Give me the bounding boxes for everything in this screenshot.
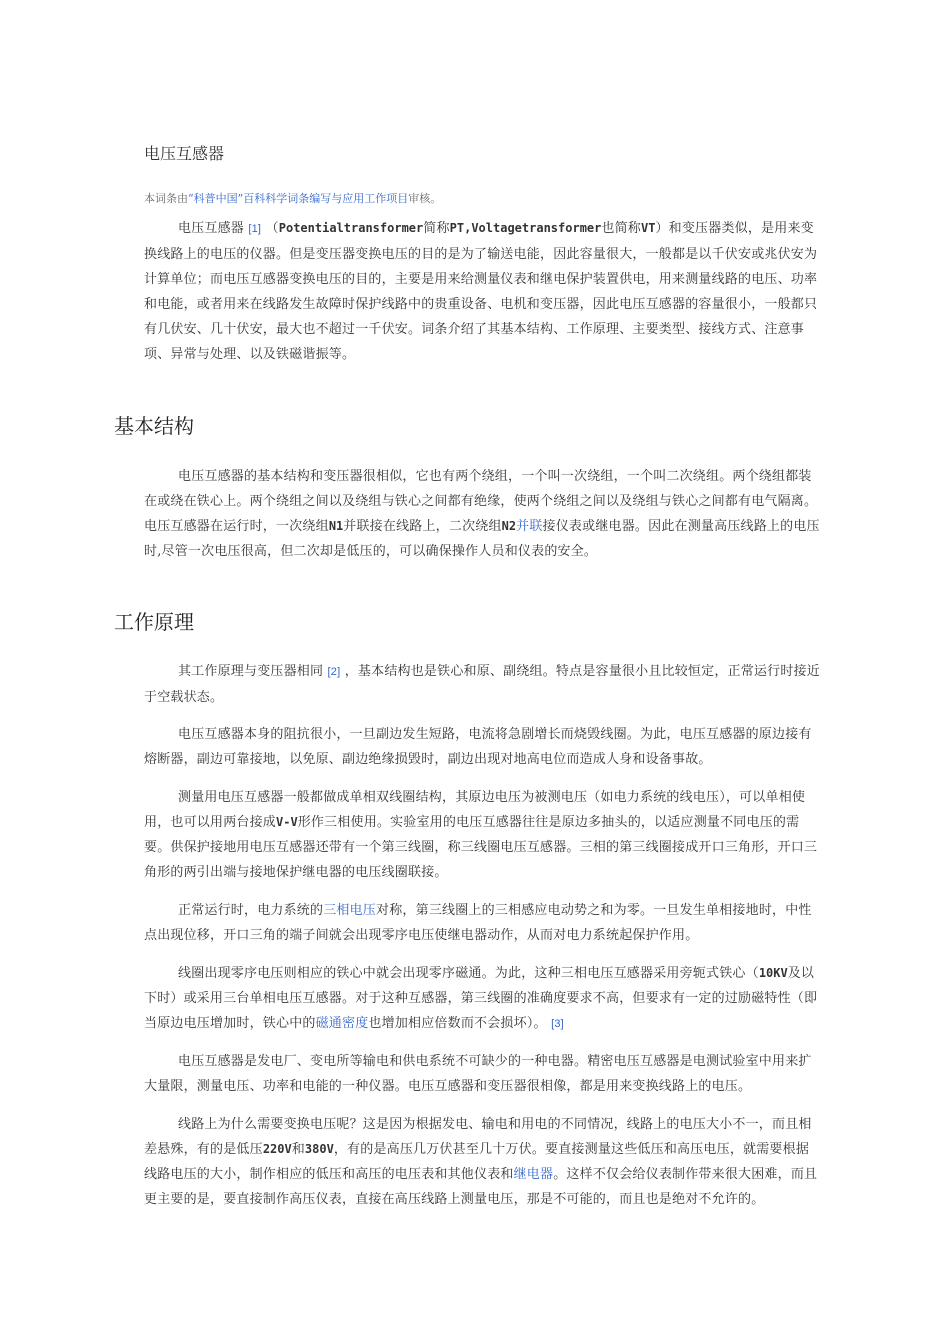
paragraph-text: 对称，第三线圈上的三相感应电动势之和为零。一旦发生单相接地时，中性点出现位移，开口三角的端子间就会出现零序电压使继电器动作，从而对电力系统起保护作用。 bbox=[144, 903, 812, 943]
page-title: 电压互感器 bbox=[144, 144, 225, 163]
review-suffix: 审核。 bbox=[408, 192, 442, 205]
paragraph-text: 线路上为什么需要变换电压呢？这是因为根据发电、输电和用电的不同情况，线路上的电压大小不一，而且相差悬殊，有的是低压 bbox=[144, 1117, 812, 1157]
reference-link-2[interactable]: [2] bbox=[327, 666, 341, 678]
paragraph-text: 接仪表或继电器。因此在测量高压线路上的电压时,尽管一次电压很高，但二次却是低压的，可以确保操作人员和仪表的安全。 bbox=[144, 519, 820, 559]
paragraph-text: 正常运行时，电力系统的 bbox=[178, 903, 324, 918]
paragraph-text: 和 bbox=[291, 1142, 305, 1157]
link-parallel[interactable]: 并联 bbox=[516, 519, 543, 534]
review-prefix: 本词条由 bbox=[144, 192, 188, 205]
intro-term: Potentialtransformer bbox=[278, 221, 424, 235]
intro-text: 也简称 bbox=[601, 221, 641, 236]
paragraph-text: 其工作原理与变压器相同 bbox=[178, 664, 324, 679]
paragraph-term: 10KV bbox=[758, 966, 788, 980]
paragraph-text: 。这样不仅会给仪表制作带来很大困难，而且更主要的是，要直接制作高压仪表，直接在高压线路上测量电压，那是不可能的，而且也是绝对不允许的。 bbox=[144, 1167, 818, 1207]
principle-paragraph-3 bbox=[144, 785, 820, 885]
intro-term: PT,Voltagetransformer bbox=[449, 221, 602, 235]
intro-text: （ bbox=[265, 221, 279, 236]
paragraph-text: 并联接在线路上，二次绕组 bbox=[343, 519, 502, 534]
paragraph-term: 380V bbox=[304, 1142, 334, 1156]
section-heading-structure: 基本结构 bbox=[114, 414, 194, 438]
principle-paragraph-2: 电压互感器本身的阻抗很小，一旦副边发生短路，电流将急剧增长而烧毁线圈。为此，电压互感器的原边接有熔断器，副边可靠接地，以免原、副边绝缘损毁时，副边出现对地高电位而造成人身和设备事故。 bbox=[144, 727, 812, 767]
link-relay[interactable]: 继电器 bbox=[513, 1167, 554, 1182]
paragraph-text: 电压互感器的基本结构和变压器很相似，它也有两个绕组，一个叫一次绕组，一个叫二次绕组。两个绕组都装在或绕在铁心上。两个绕组之间以及绕组与铁心之间都有绝缘，使两个绕组之间以及绕组与铁心之间都有电气隔离。电压互感器在运行时，一次绕组 bbox=[144, 469, 818, 534]
principle-paragraph-6: 电压互感器是发电厂、变电所等输电和供电系统不可缺少的一种电器。精密电压互感器是电测试验室中用来扩大量限，测量电压、功率和电能的一种仪器。电压互感器和变压器很相像，都是用来变换线路上的电压。 bbox=[144, 1054, 812, 1094]
link-flux-density[interactable]: 磁通密度 bbox=[315, 1016, 369, 1031]
principle-paragraph-4 bbox=[144, 898, 820, 948]
paragraph-text: 线圈出现零序电压则相应的铁心中就会出现零序磁通。为此，这种三相电压互感器采用旁轭式铁心（ bbox=[178, 966, 759, 981]
principle-paragraph-7 bbox=[144, 1112, 820, 1212]
paragraph-text: ，有的是高压几万伏甚至几十万伏。要直接测量这些低压和高压电压，就需要根据线路电压的大小，制作相应的低压和高压的电压表和其他仪表和 bbox=[144, 1142, 810, 1182]
paragraph-text: 也增加相应倍数而不会损坏）。 bbox=[368, 1016, 547, 1031]
link-three-phase-voltage[interactable]: 三相电压 bbox=[323, 903, 377, 918]
intro-term: VT bbox=[640, 221, 656, 235]
principle-paragraph-1 bbox=[144, 659, 820, 710]
paragraph-text: 形作三相使用。实验室用的电压互感器往往是原边多抽头的，以适应测量不同电压的需要。供保护接地用电压互感器还带有一个第三线圈，称三线圈电压互感器。三相的第三线圈接成开口三角形，开口三角形的两引出端与接地保护继电器的电压线圈联接。 bbox=[144, 815, 818, 880]
review-link[interactable]: “科普中国”百科科学词条编写与应用工作项目 bbox=[188, 192, 409, 205]
structure-paragraph bbox=[144, 464, 820, 564]
paragraph-term: 220V bbox=[262, 1142, 292, 1156]
principle-paragraph-5 bbox=[144, 961, 820, 1037]
paragraph-term: N1 bbox=[328, 519, 344, 533]
section-heading-principle: 工作原理 bbox=[114, 610, 194, 634]
paragraph-term: N2 bbox=[501, 519, 517, 533]
intro-text: 简称 bbox=[423, 221, 450, 236]
reference-link-3[interactable]: [3] bbox=[551, 1018, 564, 1030]
intro-text: ）和变压器类似，是用来变换线路上的电压的仪器。但是变压器变换电压的目的是为了输送电能，因此容量很大，一般都是以千伏安或兆伏安为计算单位；而电压互感器变换电压的目的，主要是用来给测量仪表和继电保护装置供电，用来测量线路的电压、功率和电能，或者用来在线路发生故障时保护线路中的贵重设备、电机和变压器，因此电压互感器的容量很小，一般都只有几伏安、几十伏安，最大也不超过一千伏安。词条介绍了其基本结构、工作原理、主要类型、接线方式、注意事项、异常与处理、以及铁磁谐振等。 bbox=[144, 221, 818, 362]
review-note bbox=[144, 190, 441, 206]
reference-link-1[interactable]: [1] bbox=[248, 223, 262, 235]
paragraph-text: 及以下时）或采用三台单相电压互感器。对于这种互感器，第三线圈的准确度要求不高，但要求有一定的过励磁特性（即当原边电压增加时，铁心中的 bbox=[144, 966, 818, 1031]
paragraph-text: 测量用电压互感器一般都做成单相双线圈结构，其原边电压为被测电压（如电力系统的线电压），可以单相使用，也可以用两台接成 bbox=[144, 790, 806, 830]
intro-paragraph bbox=[144, 216, 820, 367]
paragraph-text: ，基本结构也是铁心和原、副绕组。特点是容量很小且比较恒定，正常运行时接近于空载状态。 bbox=[144, 664, 820, 705]
paragraph-term: V-V bbox=[276, 815, 298, 829]
intro-text: 电压互感器 bbox=[178, 221, 245, 236]
